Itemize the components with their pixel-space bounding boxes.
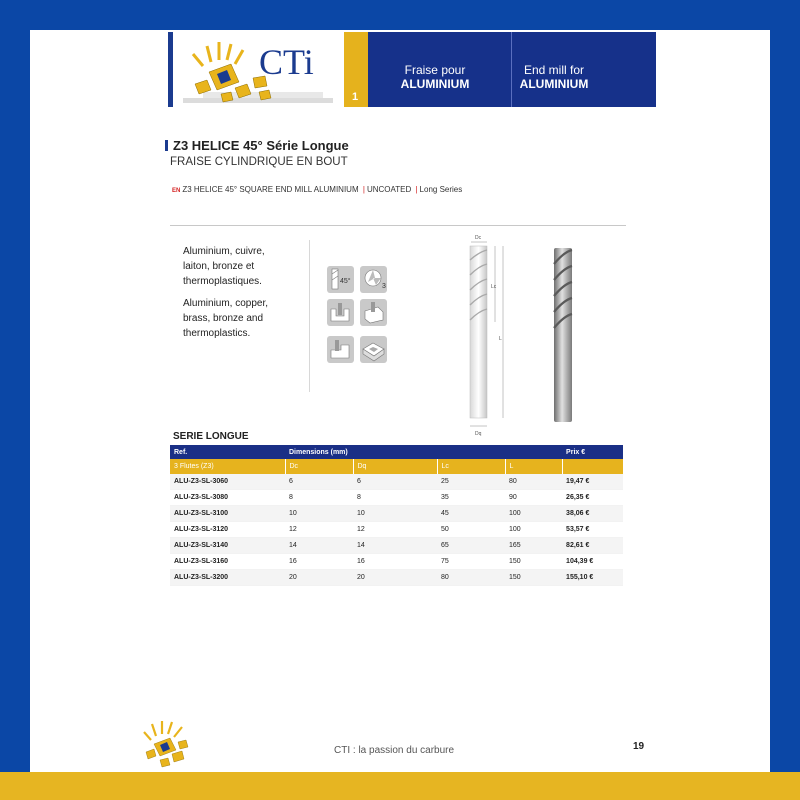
table-row (170, 490, 623, 506)
cell-lc: 65 (437, 538, 505, 554)
table-header-row (170, 445, 623, 459)
cti-logo-icon (173, 32, 344, 107)
cell-ref: ALU-Z3-SL-3200 (170, 570, 285, 586)
table-row (170, 570, 623, 586)
header-logo (168, 32, 344, 107)
cell-dc: 12 (285, 522, 353, 538)
header-fr-line2: ALUMINIUM (400, 77, 470, 91)
page-number: 19 (633, 741, 645, 752)
col-header-ref: Ref. (170, 445, 285, 459)
product-title: Z3 HELICE 45° Série Longue (173, 138, 349, 153)
product-subtitle: FRAISE CYLINDRIQUE EN BOUT (170, 156, 348, 168)
cell-dc: 14 (285, 538, 353, 554)
header-divider (511, 32, 512, 107)
cell-ref: ALU-Z3-SL-3160 (170, 554, 285, 570)
cell-lc: 45 (437, 506, 505, 522)
cell-ref: ALU-Z3-SL-3080 (170, 490, 285, 506)
cell-dc: 20 (285, 570, 353, 586)
cell-l: 80 (505, 474, 562, 490)
title-marker (165, 140, 168, 151)
cell-dq: 6 (353, 474, 437, 490)
en-separator: | (362, 185, 365, 194)
svg-text:CTi: CTi (259, 42, 314, 82)
en-flag: EN (172, 188, 181, 194)
subheader-lc: Lc (437, 459, 505, 474)
cell-price: 155,10 € (562, 570, 623, 586)
cell-lc: 50 (437, 522, 505, 538)
cell-lc: 35 (437, 490, 505, 506)
subheader-empty (562, 459, 623, 474)
cell-dq: 8 (353, 490, 437, 506)
materials-fr: Aluminium, cuivre, laiton, bronze et thermoplastiques. (183, 246, 265, 287)
en-coating: UNCOATED (366, 185, 412, 194)
subheader-dc: Dc (285, 459, 353, 474)
cell-price: 19,47 € (562, 474, 623, 490)
cell-dq: 12 (353, 522, 437, 538)
table-row (170, 554, 623, 570)
side-milling-icon (360, 299, 387, 326)
header-en-line2: ALUMINIUM (519, 77, 589, 91)
footer-slogan: CTI : la passion du carbure (334, 745, 455, 756)
cell-dq: 14 (353, 538, 437, 554)
english-description (172, 185, 462, 194)
cell-l: 165 (505, 538, 562, 554)
cell-l: 100 (505, 506, 562, 522)
cell-lc: 25 (437, 474, 505, 490)
section-number: 1 (352, 91, 359, 103)
svg-text:L: L (499, 336, 502, 342)
section-number-box (344, 32, 368, 107)
header-title-fr (383, 63, 487, 91)
cell-price: 53,57 € (562, 522, 623, 538)
cell-l: 150 (505, 554, 562, 570)
cell-l: 100 (505, 522, 562, 538)
cell-lc: 80 (437, 570, 505, 586)
pocketing-icon (360, 336, 387, 363)
cell-price: 104,39 € (562, 554, 623, 570)
header-fr-line1: Fraise pour (404, 63, 466, 77)
flutes-label: 3 (382, 283, 386, 290)
svg-text:Lc: Lc (491, 284, 497, 290)
col-header-dimensions: Dimensions (mm) (285, 445, 562, 459)
table-row (170, 506, 623, 522)
bottom-band (0, 772, 800, 800)
cell-l: 90 (505, 490, 562, 506)
catalog-page (30, 30, 770, 772)
cell-ref: ALU-Z3-SL-3060 (170, 474, 285, 490)
cell-ref: ALU-Z3-SL-3120 (170, 522, 285, 538)
header-en-line1: End mill for (523, 63, 585, 77)
end-mill-technical-drawing (455, 230, 525, 440)
section-divider (170, 225, 626, 226)
cell-ref: ALU-Z3-SL-3100 (170, 506, 285, 522)
en-series: Long Series (419, 185, 463, 194)
en-desc: Z3 HELICE 45° SQUARE END MILL ALUMINIUM (182, 185, 359, 194)
helix-angle-label: 45° (340, 278, 351, 285)
profiling-icon (327, 336, 354, 363)
cell-dq: 10 (353, 506, 437, 522)
svg-text:Dq: Dq (475, 431, 482, 437)
cell-dc: 10 (285, 506, 353, 522)
slotting-icon (327, 299, 354, 326)
cell-price: 82,61 € (562, 538, 623, 554)
table-row (170, 522, 623, 538)
subheader-l: L (505, 459, 562, 474)
table-row (170, 538, 623, 554)
cell-dc: 6 (285, 474, 353, 490)
cell-lc: 75 (437, 554, 505, 570)
price-table (170, 445, 623, 586)
table-row (170, 474, 623, 490)
cell-dq: 20 (353, 570, 437, 586)
header-title-en (514, 63, 594, 91)
cell-price: 38,06 € (562, 506, 623, 522)
materials-en: Aluminium, copper, brass, bronze and thermoplastics. (183, 298, 269, 339)
en-separator: | (415, 185, 418, 194)
table-subheader-row (170, 459, 623, 474)
cell-dc: 16 (285, 554, 353, 570)
svg-text:Dc: Dc (475, 235, 482, 241)
subheader-flutes: 3 Flutes (Z3) (170, 459, 285, 474)
cell-ref: ALU-Z3-SL-3140 (170, 538, 285, 554)
col-header-price: Prix € (562, 445, 623, 459)
end-mill-photo (548, 244, 578, 424)
subheader-dq: Dq (353, 459, 437, 474)
cell-dc: 8 (285, 490, 353, 506)
cell-dq: 16 (353, 554, 437, 570)
cell-price: 26,35 € (562, 490, 623, 506)
cell-l: 150 (505, 570, 562, 586)
vertical-divider (309, 240, 310, 392)
table-title: SERIE LONGUE (173, 431, 249, 442)
footer-logo-icon (142, 718, 192, 770)
